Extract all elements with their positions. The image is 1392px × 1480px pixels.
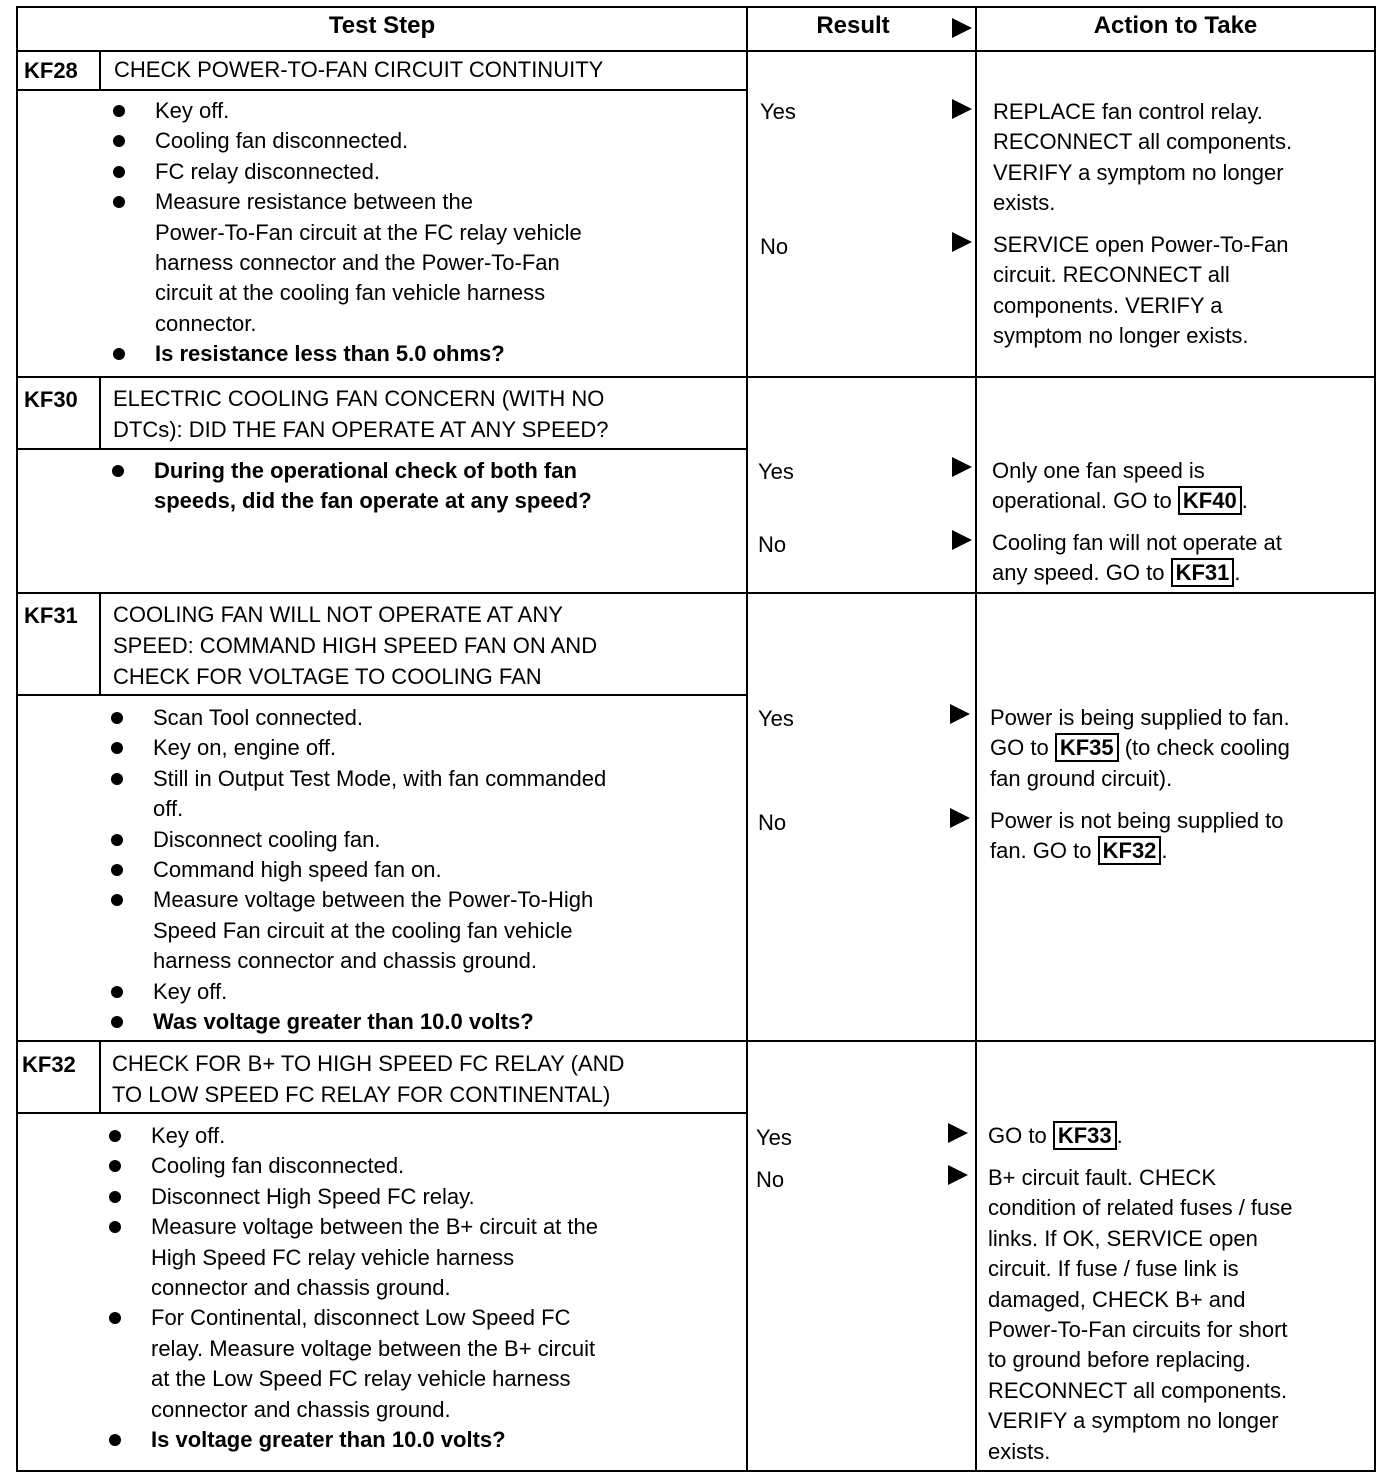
arrow-icon (948, 1123, 968, 1143)
step-code: KF31 (24, 603, 78, 628)
bullet-item: Is resistance less than 5.0 ohms? (113, 339, 582, 369)
bullet-item: Is voltage greater than 10.0 volts? (109, 1425, 598, 1455)
bullet-icon (111, 742, 123, 754)
step-title: CHECK POWER-TO-FAN CIRCUIT CONTINUITY (114, 57, 604, 82)
bullet-icon (111, 773, 123, 785)
arrow-icon (950, 808, 970, 828)
bullet-item: Cooling fan disconnected. (109, 1151, 598, 1181)
header-test-step: Test Step (328, 12, 436, 39)
arrow-icon (952, 530, 972, 550)
step-code: KF32 (22, 1052, 76, 1077)
step-bullets (109, 1121, 598, 1455)
bullet-icon (111, 712, 123, 724)
step-title: CHECK FOR B+ TO HIGH SPEED FC RELAY (AND TO LOW SPEED FC RELAY FOR CONTINENTAL) (112, 1051, 625, 1107)
bullet-icon (109, 1160, 121, 1172)
bullet-icon (111, 1016, 123, 1028)
bullet-icon (113, 348, 125, 360)
bullet-item: Was voltage greater than 10.0 volts? (111, 1007, 606, 1037)
bullet-item: During the operational check of both fan speeds, did the fan operate at any speed? (112, 456, 592, 517)
action-text: GO to KF33 . (988, 1123, 1123, 1148)
result-yes: Yes (760, 99, 796, 124)
step-code: KF30 (24, 387, 78, 412)
bullet-item: FC relay disconnected. (113, 157, 582, 187)
bullet-icon (113, 196, 125, 208)
bullet-icon (111, 894, 123, 906)
result-yes: Yes (758, 459, 794, 484)
action-text: Cooling fan will not operate at any speed. GO to KF31 . (992, 530, 1282, 586)
ref-link-kf31[interactable]: KF31 (1171, 558, 1235, 587)
bullet-item: Key on, engine off. (111, 733, 606, 763)
bullet-icon (111, 864, 123, 876)
step-title: ELECTRIC COOLING FAN CONCERN (WITH NO DTCs): DID THE FAN OPERATE AT ANY SPEED? (113, 386, 609, 442)
bullet-icon (109, 1434, 121, 1446)
bullet-item: Still in Output Test Mode, with fan commanded off. (111, 764, 606, 825)
bullet-item: Disconnect cooling fan. (111, 825, 606, 855)
bullet-icon (109, 1221, 121, 1233)
bullet-item: Disconnect High Speed FC relay. (109, 1182, 598, 1212)
action-text: SERVICE open Power-To-Fan circuit. RECONNECT all components. VERIFY a symptom no longer exists. (993, 232, 1289, 349)
bullet-icon (112, 465, 124, 477)
arrow-icon (950, 704, 970, 724)
result-no: No (756, 1167, 785, 1192)
arrow-icon (952, 232, 972, 252)
step-bullets (113, 96, 582, 370)
bullet-item: For Continental, disconnect Low Speed FC relay. Measure voltage between the B+ circuit at the Low Speed FC relay vehicle harness connector and chassis ground. (109, 1303, 598, 1425)
bullet-item: Measure voltage between the Power-To-High Speed Fan circuit at the cooling fan vehicle harness connector and chassis ground. (111, 885, 606, 976)
header-action: Action to Take (1093, 12, 1258, 39)
bullet-item: Key off. (109, 1121, 598, 1151)
arrow-icon (952, 457, 972, 477)
result-yes: Yes (758, 706, 794, 731)
ref-link-kf40[interactable]: KF40 (1178, 486, 1242, 515)
bullet-item: Measure voltage between the B+ circuit at the High Speed FC relay vehicle harness connector and chassis ground. (109, 1212, 598, 1303)
arrow-icon (948, 1165, 968, 1185)
action-text: Power is being supplied to fan. GO to KF35 (to check cooling fan ground circuit). (990, 705, 1290, 791)
ref-link-kf32[interactable]: KF32 (1098, 836, 1162, 865)
bullet-item: Measure resistance between the Power-To-Fan circuit at the FC relay vehicle harness connector and the Power-To-Fan circuit at the cooling fan vehicle harness connector. (113, 187, 582, 339)
arrow-icon (952, 99, 972, 119)
header-result: Result (816, 12, 890, 39)
step-code: KF28 (24, 58, 78, 83)
ref-link-kf35[interactable]: KF35 (1055, 733, 1119, 762)
bullet-item: Key off. (113, 96, 582, 126)
bullet-icon (113, 105, 125, 117)
bullet-item: Scan Tool connected. (111, 703, 606, 733)
bullet-icon (109, 1130, 121, 1142)
bullet-icon (109, 1312, 121, 1324)
bullet-item: Command high speed fan on. (111, 855, 606, 885)
bullet-icon (113, 166, 125, 178)
bullet-icon (111, 834, 123, 846)
bullet-item: Cooling fan disconnected. (113, 126, 582, 156)
ref-link-kf33[interactable]: KF33 (1053, 1121, 1117, 1150)
bullet-item: Key off. (111, 977, 606, 1007)
result-no: No (758, 810, 787, 835)
action-text: Only one fan speed is operational. GO to KF40 . (992, 458, 1248, 514)
step-bullets (111, 703, 606, 1037)
step-bullets (112, 456, 592, 517)
result-no: No (760, 234, 789, 259)
result-yes: Yes (756, 1125, 792, 1150)
header-arrow-icon (952, 18, 972, 38)
bullet-icon (113, 135, 125, 147)
result-no: No (758, 532, 787, 557)
action-text: Power is not being supplied to fan. GO to KF32 . (990, 808, 1284, 864)
bullet-icon (111, 986, 123, 998)
bullet-icon (109, 1191, 121, 1203)
step-title: COOLING FAN WILL NOT OPERATE AT ANY SPEED: COMMAND HIGH SPEED FAN ON AND CHECK FOR VOLTAGE TO COOLING FAN (113, 602, 598, 689)
action-text: B+ circuit fault. CHECK condition of related fuses / fuse links. If OK, SERVICE open circuit. If fuse / fuse link is damaged, CHECK B+ and Power-To-Fan circuits for short to ground before replacing. RECONNECT all components. VERIFY a symptom no longer exists. (988, 1165, 1293, 1464)
action-text: REPLACE fan control relay. RECONNECT all components. VERIFY a symptom no longer exists. (993, 99, 1293, 216)
